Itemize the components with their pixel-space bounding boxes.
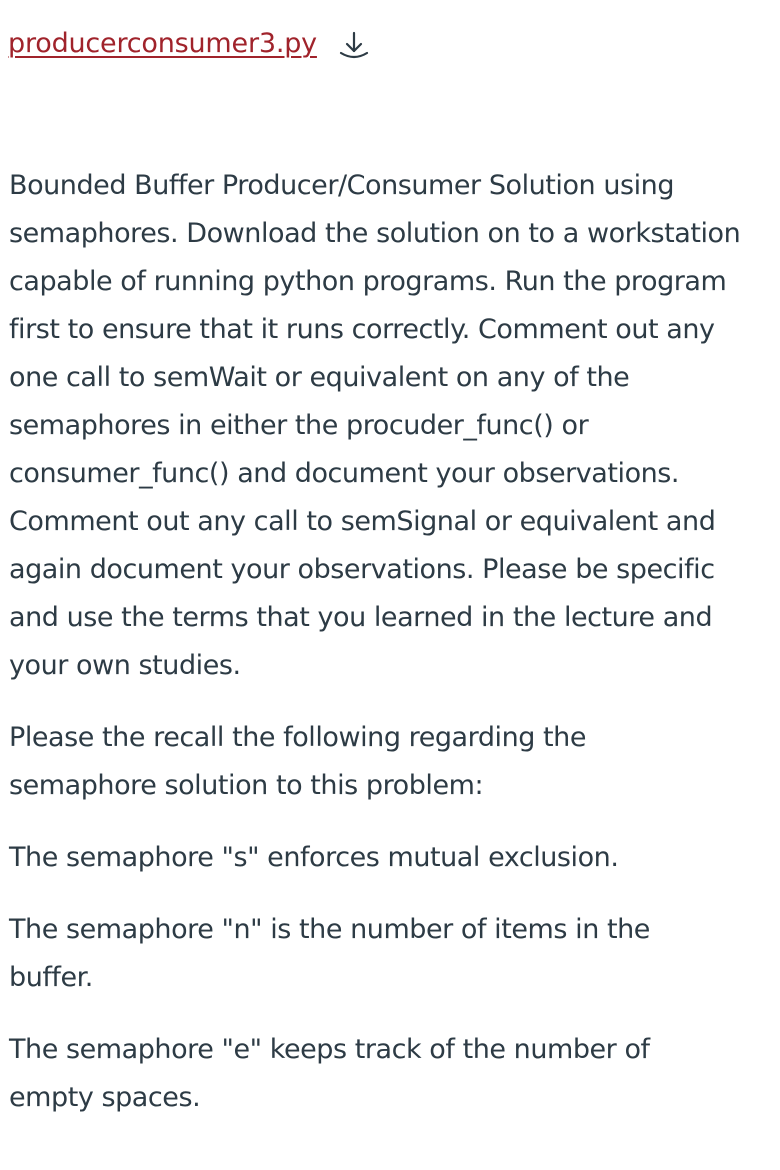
attachment-link[interactable]: producerconsumer3.py [8, 28, 317, 59]
download-icon[interactable] [337, 29, 371, 63]
semaphore-s-note: The semaphore "s" enforces mutual exclusion. [9, 842, 619, 873]
recall-paragraph: Please the recall the following regarding the semaphore solution to this problem: [9, 722, 587, 801]
assignment-description [9, 162, 759, 1122]
instructions-paragraph: Bounded Buffer Producer/Consumer Solution using semaphores. Download the solution on to a workstation capable of running python programs. Run the program first to ensure that it runs correctly. Comment out any one call to semWait or equivalent on any of the semaphores in either the procuder_func() or consumer_func() and document your observations. Comment out any call to semSignal or equivalent and again document your observations. Please be specific and use the terms that you learned in the lecture and your own studies. [9, 170, 741, 681]
attachment-row [8, 24, 371, 64]
semaphore-e-note: The semaphore "e" keeps track of the number of empty spaces. [9, 1034, 650, 1113]
semaphore-n-note: The semaphore "n" is the number of items in the buffer. [9, 914, 650, 993]
